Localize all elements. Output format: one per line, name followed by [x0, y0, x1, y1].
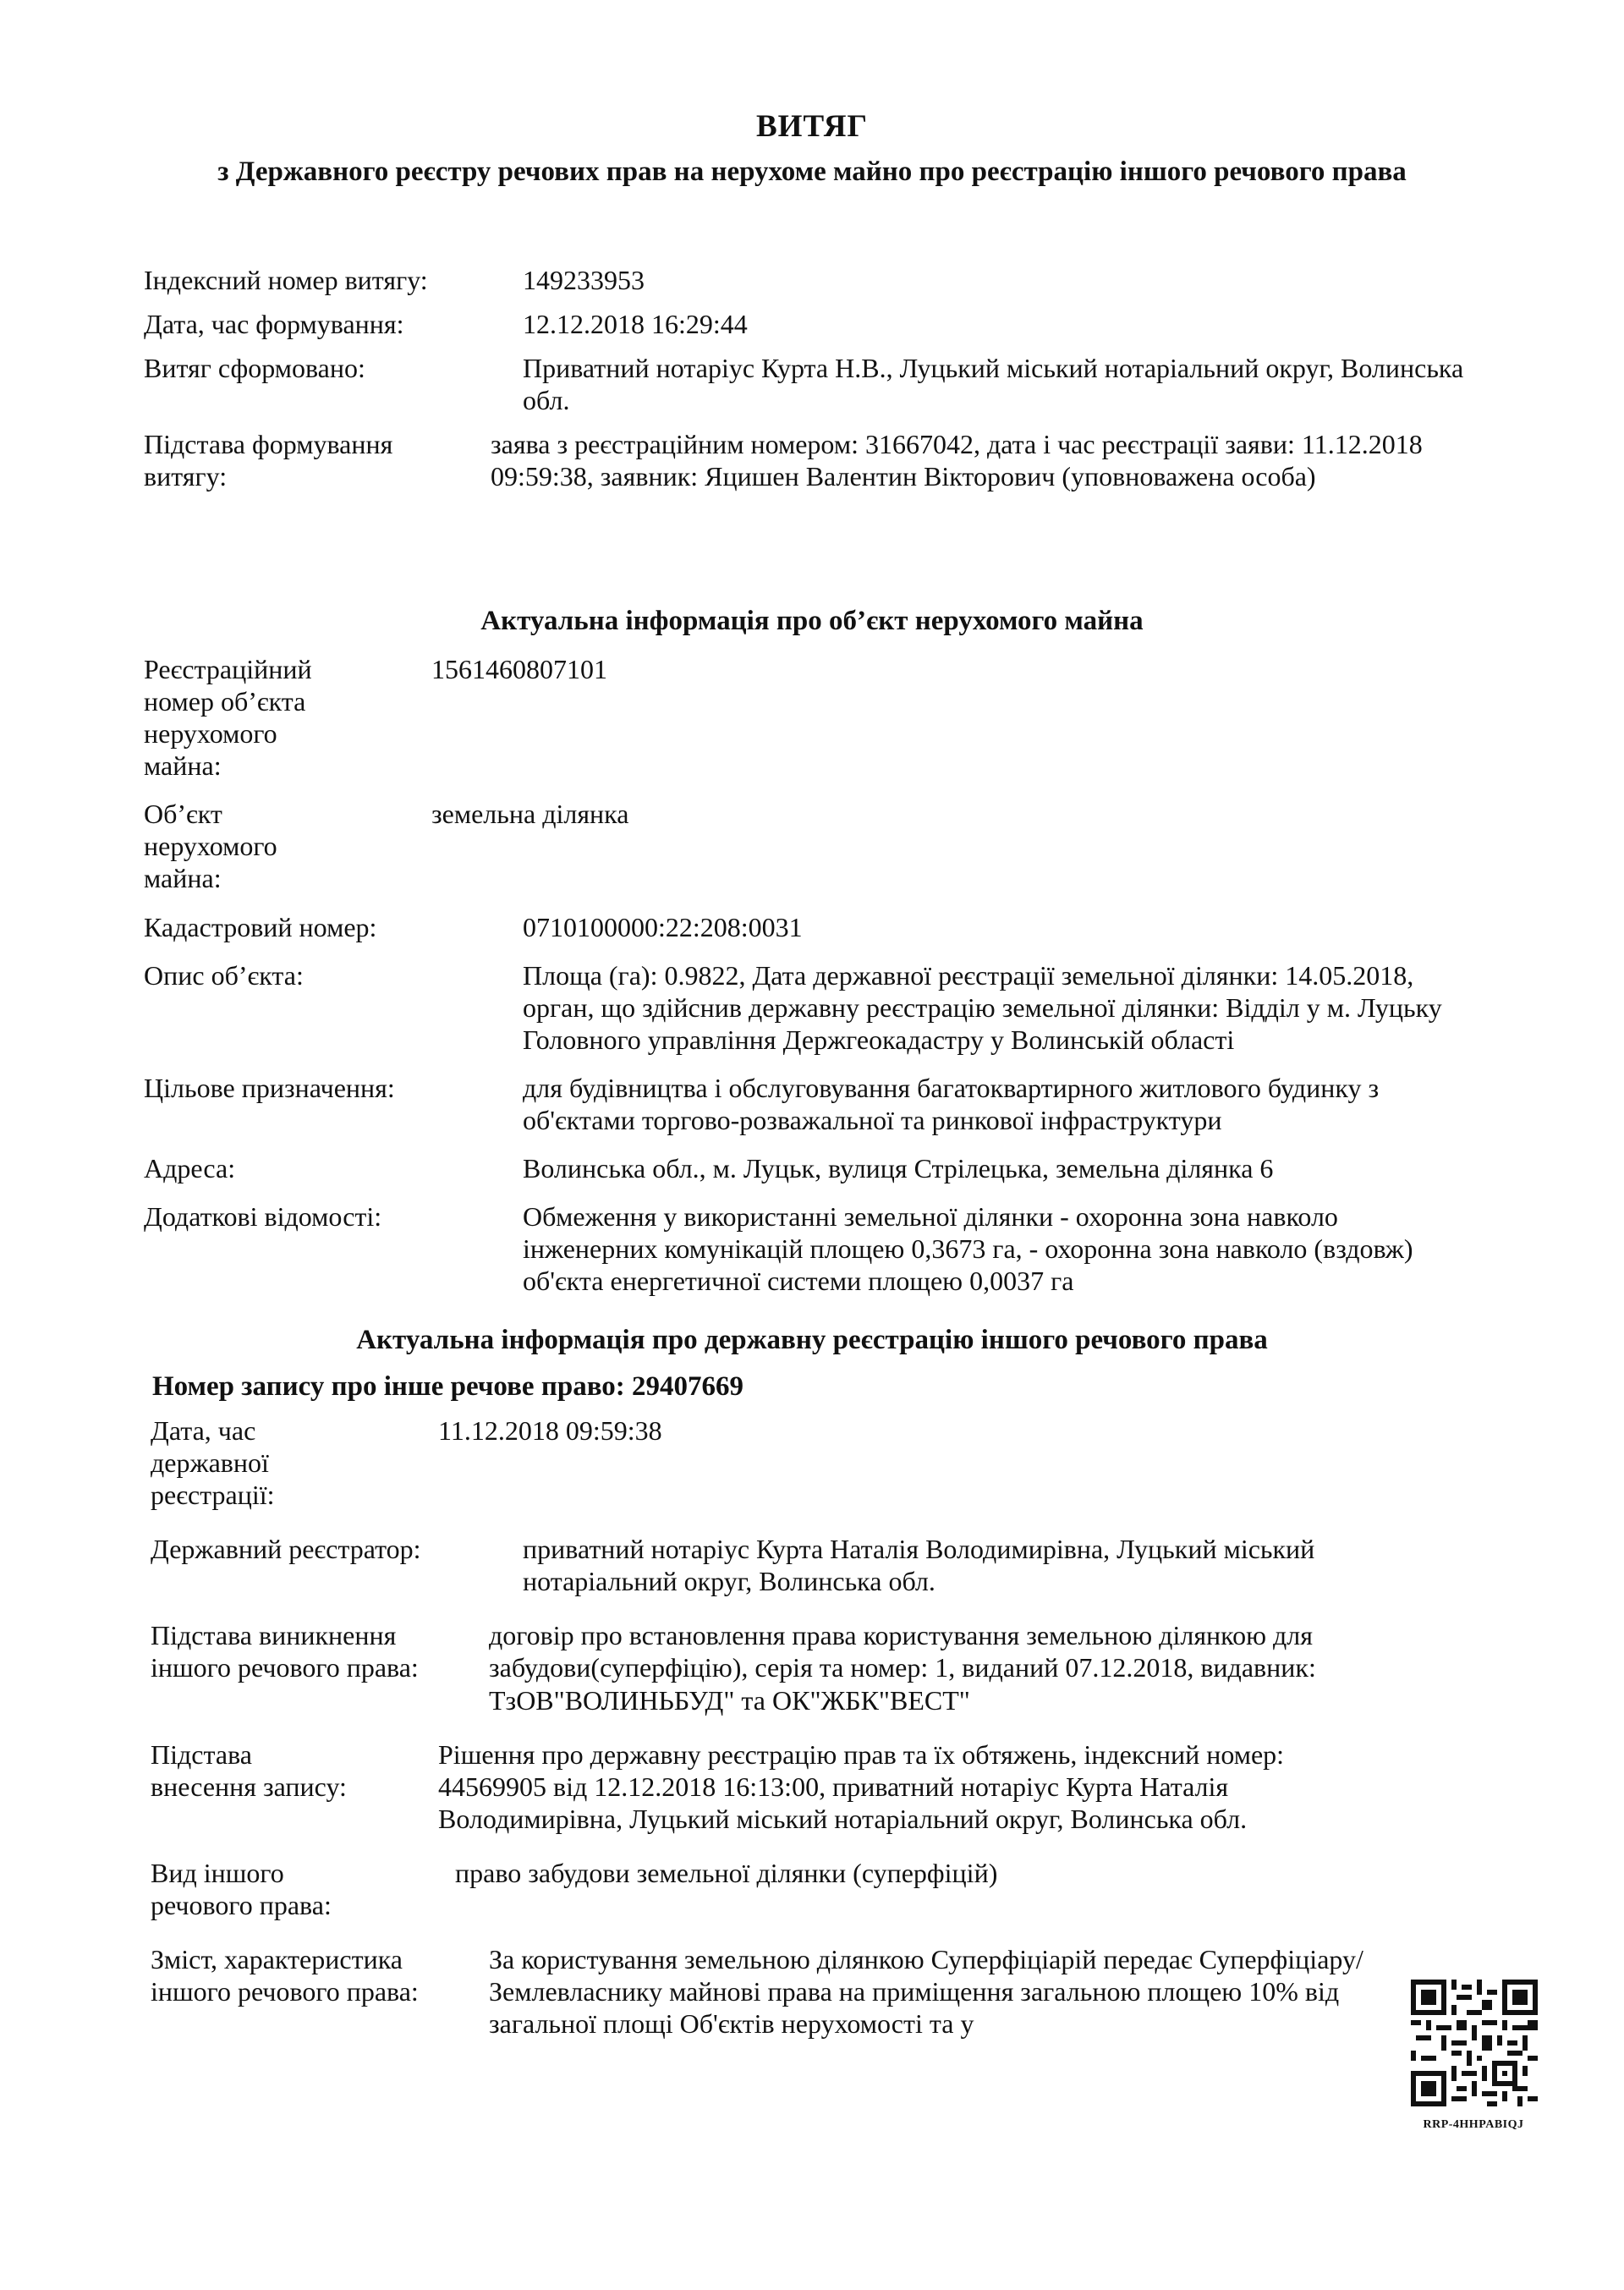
- right-value: договір про встановлення права користування земельною ділянкою для забудови(суперфіцію), серія та номер: 1, виданий 07.12.2018, видавник: ТзОВ"ВОЛИНЬБУД" та ОК"ЖБК"ВЕСТ": [489, 1620, 1316, 1716]
- right-info: [151, 1414, 1504, 2062]
- right-label: Зміст, характеристика іншого речового права:: [151, 1944, 419, 2007]
- right-label: Підстава внесення запису:: [151, 1738, 347, 1802]
- object-info: [144, 653, 1497, 1313]
- object-label: Реєстраційний номер об’єкта нерухомого майна:: [144, 654, 312, 782]
- right-row: [151, 1414, 1504, 1511]
- qr-code-label: RRP-4HHPABIQJ: [1423, 2118, 1524, 2131]
- right-section-title: Актуальна інформація про державну реєстрацію іншого речового права: [356, 1325, 1268, 1355]
- object-label: Додаткові відомості:: [144, 1201, 382, 1233]
- right-label: Дата, час державної реєстрації:: [151, 1415, 275, 1511]
- object-value: 1561460807101: [431, 654, 607, 684]
- record-number: Номер запису про інше речове право: 29407669: [152, 1371, 744, 1402]
- right-row: [151, 1619, 1504, 1716]
- right-row: [151, 1857, 1504, 1921]
- object-value: Обмеження у використанні земельної ділянки - охоронна зона навколо інженерних комунікацій площею 0,3673 га, - охоронна зона навколо (вздовж) об'єкта енергетичної системи площею 0,0037 га: [523, 1201, 1413, 1297]
- object-row: [144, 1200, 1497, 1297]
- qr-code-icon: [1411, 1980, 1538, 2106]
- object-label: Опис об’єкта:: [144, 959, 304, 991]
- info-value: Приватний нотаріус Курта Н.В., Луцький міський нотаріальний округ, Волинська обл.: [523, 353, 1464, 416]
- right-row: [151, 1943, 1504, 2040]
- info-row: [144, 428, 1497, 492]
- document-title: ВИТЯГ: [756, 109, 868, 144]
- info-label: Підстава формування витягу:: [144, 429, 393, 492]
- info-label: Дата, час формування:: [144, 309, 404, 340]
- object-label: Адреса:: [144, 1153, 236, 1184]
- right-label: Підстава виникнення іншого речового права:: [151, 1620, 419, 1683]
- extract-info: [144, 264, 1497, 504]
- right-label: Державний реєстратор:: [151, 1534, 421, 1565]
- right-value: За користування земельною ділянкою Суперфіціарій передає Суперфіціару/Землевласнику майнові права на приміщення загальною площею 10% від загальної площі Об'єктів нерухомості та у: [489, 1944, 1363, 2040]
- document-subtitle: з Державного реєстру речових прав на нерухоме майно про реєстрацію іншого речового права: [217, 157, 1407, 187]
- object-row: [144, 798, 1497, 894]
- object-value: Волинська обл., м. Луцьк, вулиця Стрілецька, земельна ділянка 6: [523, 1153, 1274, 1184]
- info-value: заява з реєстраційним номером: 31667042, дата і час реєстрації заяви: 11.12.2018 09:59:38, заявник: Яцишен Валентин Вікторович (уповноважена особа): [491, 429, 1423, 492]
- object-row: [144, 653, 1497, 782]
- info-row: [144, 352, 1497, 416]
- object-row: [144, 1152, 1497, 1184]
- info-value: 12.12.2018 16:29:44: [523, 309, 748, 340]
- object-value: для будівництва і обслуговування багатоквартирного житлового будинку з об'єктами торгово-розважальної та ринкової інфраструктури: [523, 1072, 1380, 1135]
- object-value: 0710100000:22:208:0031: [523, 911, 803, 942]
- right-row: [151, 1533, 1504, 1597]
- right-row: [151, 1738, 1504, 1835]
- object-row: [144, 1072, 1497, 1136]
- right-value: 11.12.2018 09:59:38: [438, 1415, 662, 1446]
- info-label: Витяг сформовано:: [144, 353, 365, 384]
- object-row: [144, 911, 1497, 943]
- right-value: приватний нотаріус Курта Наталія Володимирівна, Луцький міський нотаріальний округ, Волинська обл.: [523, 1534, 1315, 1597]
- object-label: Цільове призначення:: [144, 1072, 395, 1103]
- right-value: право забудови земельної ділянки (суперфіцій): [455, 1857, 998, 1888]
- object-label: Об’єкт нерухомого майна:: [144, 799, 277, 894]
- object-value: Площа (га): 0.9822, Дата державної реєстрації земельної ділянки: 14.05.2018, орган, що здійснив державну реєстрацію земельної ділянки: Відділ у м. Луцьку Головного управління Держгеокадастру у Волинській області: [523, 959, 1442, 1055]
- right-label: Вид іншого речового права:: [151, 1857, 332, 1920]
- object-label: Кадастровий номер:: [144, 911, 377, 942]
- info-row: [144, 308, 1497, 340]
- info-label: Індексний номер витягу:: [144, 265, 428, 295]
- right-value: Рішення про державну реєстрацію прав та їх обтяжень, індексний номер: 44569905 від 12.12.2018 16:13:00, приватний нотаріус Курта Наталія Володимирівна, Луцький міський нотаріальний округ, Волинська обл.: [438, 1738, 1285, 1834]
- object-section-title: Актуальна інформація про об’єкт нерухомого майна: [480, 606, 1144, 636]
- object-row: [144, 959, 1497, 1056]
- object-value: земельна ділянка: [431, 799, 629, 830]
- info-value: 149233953: [523, 265, 645, 295]
- info-row: [144, 264, 1497, 296]
